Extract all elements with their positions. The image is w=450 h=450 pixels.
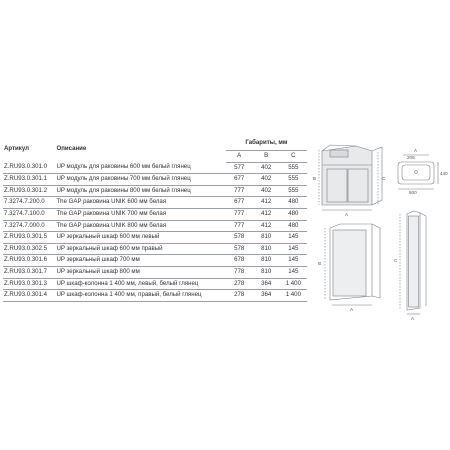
cell-article: Z.RU93.0.301.1 [3, 174, 55, 186]
sink-dim-width: 206 [407, 155, 415, 160]
cell-article: Z.RU93.0.301.7 [3, 266, 55, 278]
cell-b: 810 [253, 255, 280, 267]
mirror-dim-b: B [318, 261, 322, 266]
cell-a: 578 [226, 243, 253, 255]
cell-a: 578 [226, 232, 253, 244]
sink-top-view-drawing [398, 155, 438, 189]
cell-description: The GAP раковина UNIK 800 мм белая [55, 220, 225, 232]
vanity-unit-drawing [319, 145, 382, 210]
header-dimensions: Габариты, мм [226, 137, 307, 151]
mirror-cabinet-drawing [325, 224, 380, 305]
column-dim-c: C [394, 258, 398, 263]
header-b: B [253, 151, 280, 163]
cell-description: UP зеркальный шкаф 600 мм правый [55, 243, 225, 255]
vanity-dim-b: B [313, 176, 317, 181]
cell-description: UP модуль для раковины 800 мм белый глянец [55, 185, 225, 197]
cell-c: 555 [280, 162, 307, 174]
header-c: C [280, 151, 307, 163]
cell-article: Z.RU93.0.302.5 [3, 243, 55, 255]
cell-a: 677 [226, 197, 253, 209]
cell-a: 678 [226, 255, 253, 267]
cell-article: 7.3274.7.100.0 [3, 208, 55, 220]
cell-a: 278 [226, 290, 253, 302]
cell-b: 810 [253, 266, 280, 278]
cell-article: Z.RU93.0.301.0 [3, 162, 55, 174]
cell-description: UP зеркальный шкаф 700 мм [55, 255, 225, 267]
cell-b: 412 [253, 197, 280, 209]
cell-article: 7.3274.7.000.0 [3, 220, 55, 232]
cell-b: 364 [253, 278, 280, 290]
sink-dim-bottom: 500 [409, 190, 417, 195]
cell-b: 402 [253, 174, 280, 186]
cell-article: Z.RU93.0.301.5 [3, 232, 55, 244]
cell-b: 412 [253, 208, 280, 220]
cell-c: 480 [280, 220, 307, 232]
vanity-dim-a: A [345, 212, 349, 217]
cell-c: 555 [280, 185, 307, 197]
cell-c: 480 [280, 208, 307, 220]
cell-a: 278 [226, 278, 253, 290]
sink-dim-a: A [414, 148, 418, 153]
cell-description: UP шкаф-колонна 1 400 мм, правый, белый глянец [55, 290, 225, 302]
cell-a: 777 [226, 220, 253, 232]
header-a: A [226, 151, 253, 163]
cell-b: 402 [253, 162, 280, 174]
cell-article: Z.RU93.0.301.4 [3, 290, 55, 302]
column-dim-a: A [411, 316, 415, 321]
header-article: Артикул [4, 145, 30, 153]
cell-article: Z.RU93.0.301.2 [3, 185, 55, 197]
cell-b: 412 [253, 220, 280, 232]
cell-a: 577 [226, 162, 253, 174]
cell-a: 677 [226, 174, 253, 186]
cell-a: 778 [226, 266, 253, 278]
cell-description: UP зеркальный шкаф 800 мм [55, 266, 225, 278]
cell-article: Z.RU93.0.301.6 [3, 255, 55, 267]
cell-c: 145 [280, 266, 307, 278]
header-description: Описание [56, 145, 87, 153]
cell-b: 402 [253, 185, 280, 197]
sink-dim-depth: 440 [440, 171, 448, 176]
cell-article: 7.3274.7.200.0 [3, 197, 55, 209]
cell-c: 1 400 [280, 278, 307, 290]
cell-b: 364 [253, 290, 280, 302]
cell-description: UP модуль для раковины 600 мм белый глянец [55, 162, 225, 174]
cell-b: 810 [253, 243, 280, 255]
cell-b: 810 [253, 232, 280, 244]
cell-c: 480 [280, 197, 307, 209]
cell-description: UP шкаф-колонна 1 400 мм, левый, белый глянец [55, 278, 225, 290]
cell-description: The GAP раковина UNIK 600 мм белая [55, 197, 225, 209]
cell-c: 145 [280, 243, 307, 255]
cell-article: Z.RU93.0.301.3 [3, 278, 55, 290]
cell-a: 777 [226, 208, 253, 220]
vanity-dim-c: C [382, 176, 386, 181]
cell-description: UP зеркальный шкаф 600 мм левый [55, 232, 225, 244]
cell-c: 555 [280, 174, 307, 186]
cell-a: 777 [226, 185, 253, 197]
cell-c: 145 [280, 255, 307, 267]
cell-c: 1 400 [280, 290, 307, 302]
cell-description: The GAP раковина UNIK 700 мм белая [55, 208, 225, 220]
cell-c: 145 [280, 232, 307, 244]
cell-description: UP модуль для раковины 700 мм белый глянец [55, 174, 225, 186]
mirror-dim-a: A [350, 307, 354, 312]
column-cabinet-drawing [400, 211, 426, 314]
